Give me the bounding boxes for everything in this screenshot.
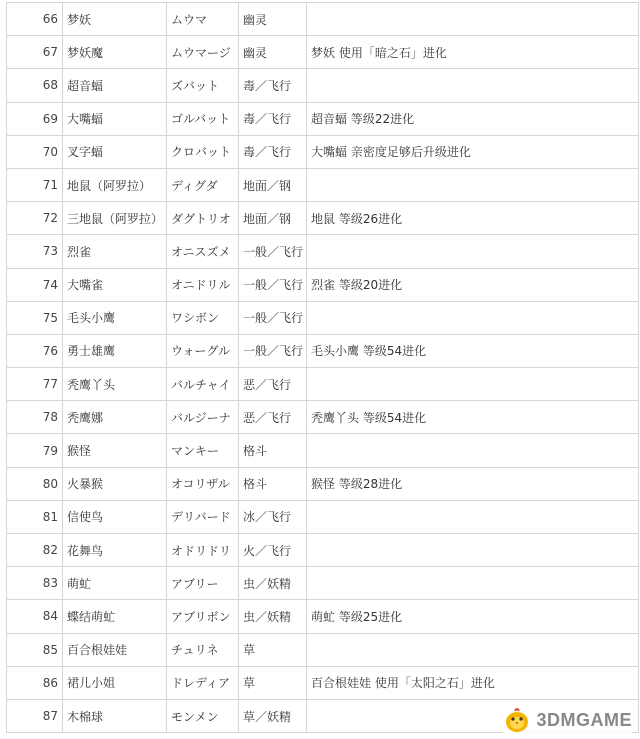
cell-evolution: 梦妖 使用「暗之石」进化 [307, 36, 639, 69]
cell-name: 木棉球 [63, 699, 167, 732]
table-row [7, 467, 639, 500]
cell-evolution: 秃鹰丫头 等级54进化 [307, 401, 639, 434]
cell-type: 地面／钢 [239, 202, 307, 235]
cell-japanese-name: ディグダ [167, 168, 239, 201]
cell-number: 82 [7, 534, 63, 567]
cell-number: 87 [7, 699, 63, 732]
cell-name: 叉字蝠 [63, 135, 167, 168]
cell-number: 78 [7, 401, 63, 434]
table-row [7, 202, 639, 235]
cell-japanese-name: モンメン [167, 699, 239, 732]
cell-evolution: 烈雀 等级20进化 [307, 268, 639, 301]
cell-evolution [307, 534, 639, 567]
cell-type: 草 [239, 633, 307, 666]
table-row [7, 567, 639, 600]
table-row [7, 102, 639, 135]
pokedex-table [6, 2, 639, 733]
cell-type: 一般／飞行 [239, 301, 307, 334]
cell-evolution [307, 69, 639, 102]
table-row [7, 368, 639, 401]
table-row [7, 36, 639, 69]
cell-type: 恶／飞行 [239, 368, 307, 401]
cell-japanese-name: ゴルバット [167, 102, 239, 135]
cell-name: 地鼠（阿罗拉） [63, 168, 167, 201]
cell-name: 信使鸟 [63, 500, 167, 533]
cell-evolution: 地鼠 等级26进化 [307, 202, 639, 235]
cell-name: 梦妖魔 [63, 36, 167, 69]
cell-name: 百合根娃娃 [63, 633, 167, 666]
cell-type: 恶／飞行 [239, 401, 307, 434]
cell-japanese-name: オコリザル [167, 467, 239, 500]
cell-name: 大嘴雀 [63, 268, 167, 301]
cell-number: 69 [7, 102, 63, 135]
cell-japanese-name: デリバード [167, 500, 239, 533]
cell-evolution: 萌虻 等级25进化 [307, 600, 639, 633]
cell-name: 三地鼠（阿罗拉） [63, 202, 167, 235]
cell-type: 火／飞行 [239, 534, 307, 567]
cell-name: 勇士雄鹰 [63, 334, 167, 367]
cell-name: 秃鹰娜 [63, 401, 167, 434]
cell-number: 75 [7, 301, 63, 334]
cell-evolution [307, 301, 639, 334]
cell-name: 猴怪 [63, 434, 167, 467]
chick-mascot-icon [502, 705, 532, 735]
cell-japanese-name: アブリボン [167, 600, 239, 633]
cell-evolution [307, 235, 639, 268]
table-row [7, 666, 639, 699]
cell-japanese-name: バルジーナ [167, 401, 239, 434]
table-row [7, 168, 639, 201]
cell-type: 草／妖精 [239, 699, 307, 732]
table-row [7, 69, 639, 102]
cell-number: 73 [7, 235, 63, 268]
cell-number: 86 [7, 666, 63, 699]
cell-name: 毛头小鹰 [63, 301, 167, 334]
cell-number: 70 [7, 135, 63, 168]
table-row [7, 3, 639, 36]
cell-evolution: 大嘴蝠 亲密度足够后升级进化 [307, 135, 639, 168]
table-row [7, 235, 639, 268]
cell-japanese-name: ダグトリオ [167, 202, 239, 235]
table-row [7, 500, 639, 533]
cell-number: 76 [7, 334, 63, 367]
cell-evolution: 超音蝠 等级22进化 [307, 102, 639, 135]
cell-evolution: 百合根娃娃 使用「太阳之石」进化 [307, 666, 639, 699]
table-row [7, 135, 639, 168]
cell-number: 74 [7, 268, 63, 301]
table-row [7, 301, 639, 334]
cell-number: 81 [7, 500, 63, 533]
cell-evolution [307, 368, 639, 401]
cell-type: 一般／飞行 [239, 268, 307, 301]
cell-evolution [307, 434, 639, 467]
cell-evolution [307, 500, 639, 533]
cell-type: 幽灵 [239, 3, 307, 36]
table-row [7, 334, 639, 367]
cell-japanese-name: クロバット [167, 135, 239, 168]
table-row [7, 268, 639, 301]
cell-type: 地面／钢 [239, 168, 307, 201]
cell-name: 萌虻 [63, 567, 167, 600]
cell-japanese-name: チュリネ [167, 633, 239, 666]
cell-number: 77 [7, 368, 63, 401]
cell-number: 83 [7, 567, 63, 600]
cell-number: 84 [7, 600, 63, 633]
cell-name: 花舞鸟 [63, 534, 167, 567]
site-watermark [502, 705, 632, 735]
cell-type: 一般／飞行 [239, 334, 307, 367]
cell-japanese-name: ドレディア [167, 666, 239, 699]
cell-name: 梦妖 [63, 3, 167, 36]
cell-name: 超音蝠 [63, 69, 167, 102]
cell-number: 85 [7, 633, 63, 666]
cell-number: 66 [7, 3, 63, 36]
cell-type: 幽灵 [239, 36, 307, 69]
cell-japanese-name: ワシボン [167, 301, 239, 334]
cell-japanese-name: ムウマージ [167, 36, 239, 69]
cell-japanese-name: オニスズメ [167, 235, 239, 268]
cell-type: 毒／飞行 [239, 69, 307, 102]
cell-number: 68 [7, 69, 63, 102]
cell-name: 秃鹰丫头 [63, 368, 167, 401]
cell-type: 草 [239, 666, 307, 699]
cell-name: 裙儿小姐 [63, 666, 167, 699]
cell-type: 虫／妖精 [239, 600, 307, 633]
cell-type: 虫／妖精 [239, 567, 307, 600]
cell-evolution: 毛头小鹰 等级54进化 [307, 334, 639, 367]
cell-number: 67 [7, 36, 63, 69]
pokedex-table-body [7, 3, 639, 733]
table-row [7, 534, 639, 567]
cell-evolution [307, 567, 639, 600]
cell-evolution [307, 168, 639, 201]
cell-japanese-name: アブリー [167, 567, 239, 600]
cell-name: 大嘴蝠 [63, 102, 167, 135]
cell-japanese-name: ムウマ [167, 3, 239, 36]
cell-type: 一般／飞行 [239, 235, 307, 268]
table-row [7, 633, 639, 666]
table-row [7, 434, 639, 467]
cell-evolution: 猴怪 等级28进化 [307, 467, 639, 500]
cell-japanese-name: オニドリル [167, 268, 239, 301]
watermark-text: 3DMGAME [536, 709, 632, 730]
cell-name: 烈雀 [63, 235, 167, 268]
cell-number: 71 [7, 168, 63, 201]
cell-name: 火暴猴 [63, 467, 167, 500]
cell-japanese-name: マンキー [167, 434, 239, 467]
cell-type: 毒／飞行 [239, 102, 307, 135]
cell-type: 毒／飞行 [239, 135, 307, 168]
cell-japanese-name: オドリドリ [167, 534, 239, 567]
cell-number: 80 [7, 467, 63, 500]
cell-name: 蝶结萌虻 [63, 600, 167, 633]
cell-evolution [307, 3, 639, 36]
cell-japanese-name: バルチャイ [167, 368, 239, 401]
cell-number: 72 [7, 202, 63, 235]
cell-type: 格斗 [239, 434, 307, 467]
table-row [7, 401, 639, 434]
table-row [7, 600, 639, 633]
cell-type: 冰／飞行 [239, 500, 307, 533]
cell-japanese-name: ズバット [167, 69, 239, 102]
cell-evolution [307, 633, 639, 666]
cell-number: 79 [7, 434, 63, 467]
cell-type: 格斗 [239, 467, 307, 500]
cell-japanese-name: ウォーグル [167, 334, 239, 367]
